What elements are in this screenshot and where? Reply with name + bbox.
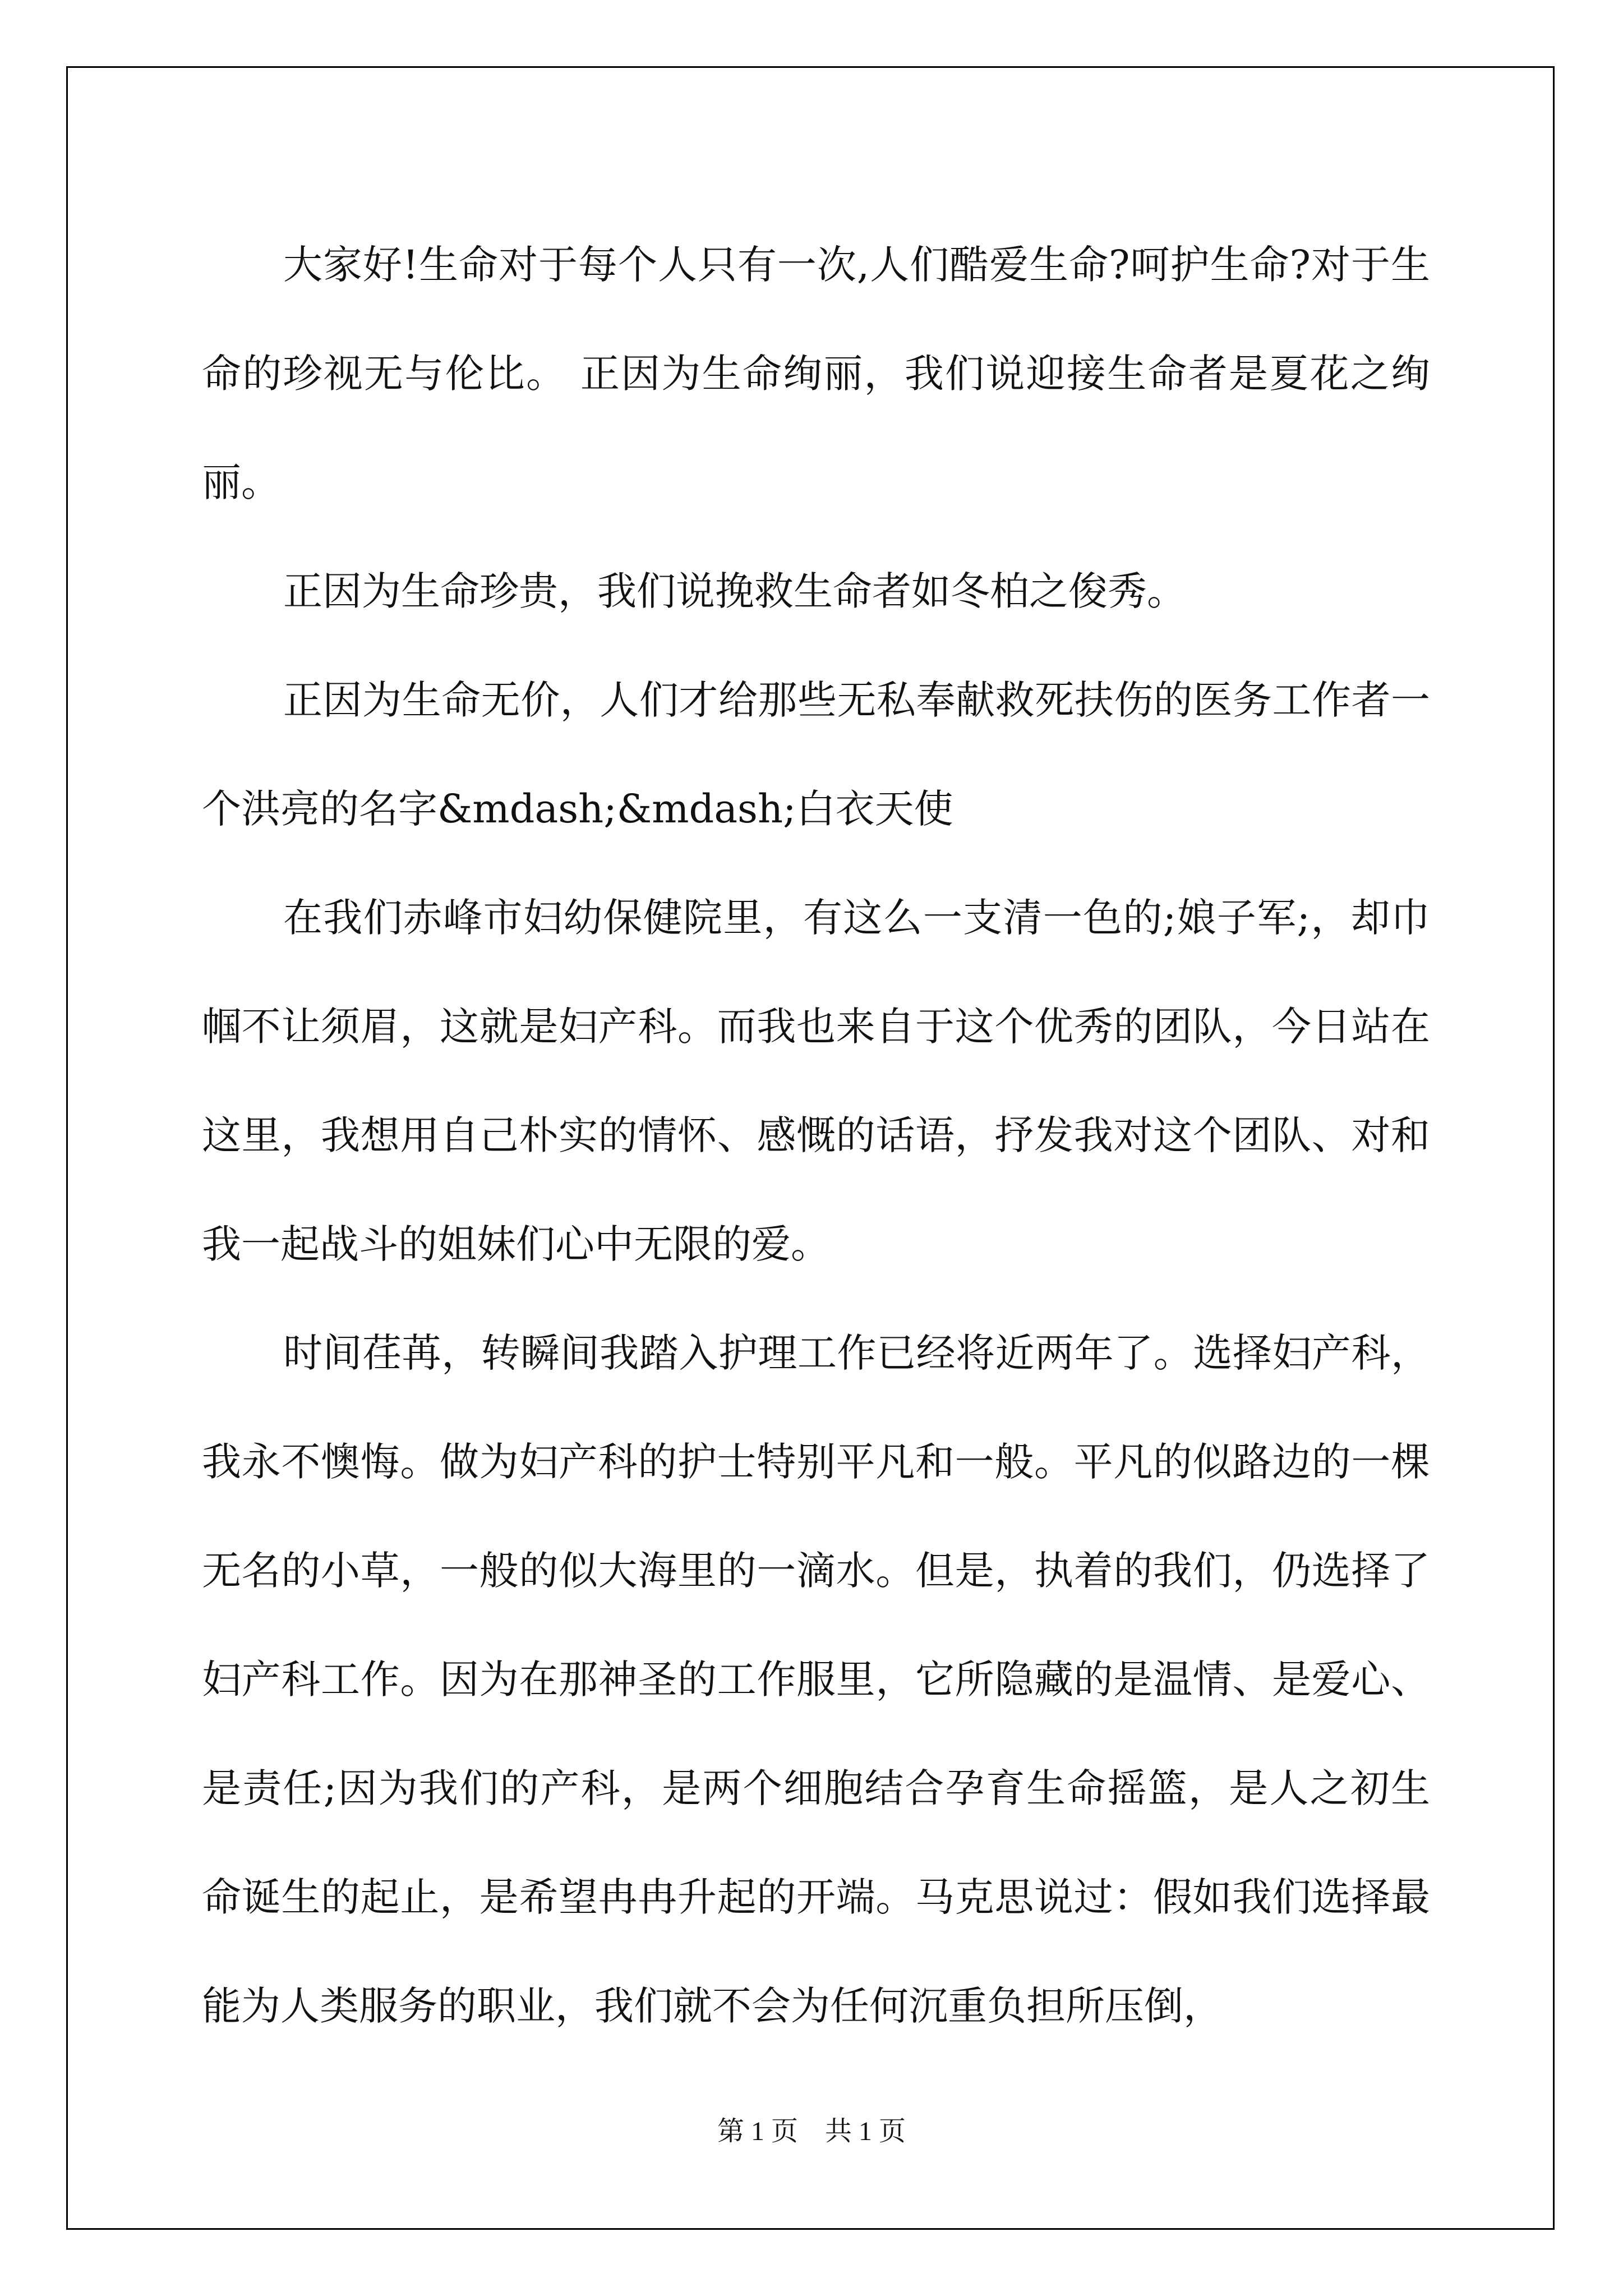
page-footer: 第 1 页 共 1 页 (717, 2116, 906, 2146)
document-body (202, 210, 1430, 2060)
paragraph-1: 大家好!生命对于每个人只有一次,人们酷爱生命?呵护生命?对于生命的珍视无与伦比。 正因为生命绚丽，我们说迎接生命者是夏花之绚丽。 (202, 242, 1430, 505)
paragraph-3: 正因为生命无价，人们才给那些无私奉献救死扶伤的医务工作者一个洪亮的名字&mdash;&mdash;白衣天使 (202, 677, 1430, 832)
paragraph-2: 正因为生命珍贵，我们说挽救生命者如冬柏之俊秀。 (283, 568, 1186, 614)
paragraph-5: 时间荏苒，转瞬间我踏入护理工作已经将近两年了。选择妇产科，我永不懊悔。做为妇产科的护士特别平凡和一般。平凡的似路边的一棵无名的小草，一般的似大海里的一滴水。但是，执着的我们，仍选择了妇产科工作。因为在那神圣的工作服里，它所隐藏的是温情、是爱心、是责任;因为我们的产科，是两个细胞结合孕育生命摇篮，是人之初生命诞生的起止，是希望冉冉升起的开端。马克思说过：假如我们选择最能为人类服务的职业，我们就不会为任何沉重负担所压倒， (202, 1330, 1430, 2029)
paragraph-4: 在我们赤峰市妇幼保健院里，有这么一支清一色的;娘子军;，却巾帼不让须眉，这就是妇产科。而我也来自于这个优秀的团队，今日站在这里，我想用自己朴实的情怀、感慨的话语，抒发我对这个团队、对和我一起战斗的姐妹们心中无限的爱。 (202, 895, 1430, 1267)
